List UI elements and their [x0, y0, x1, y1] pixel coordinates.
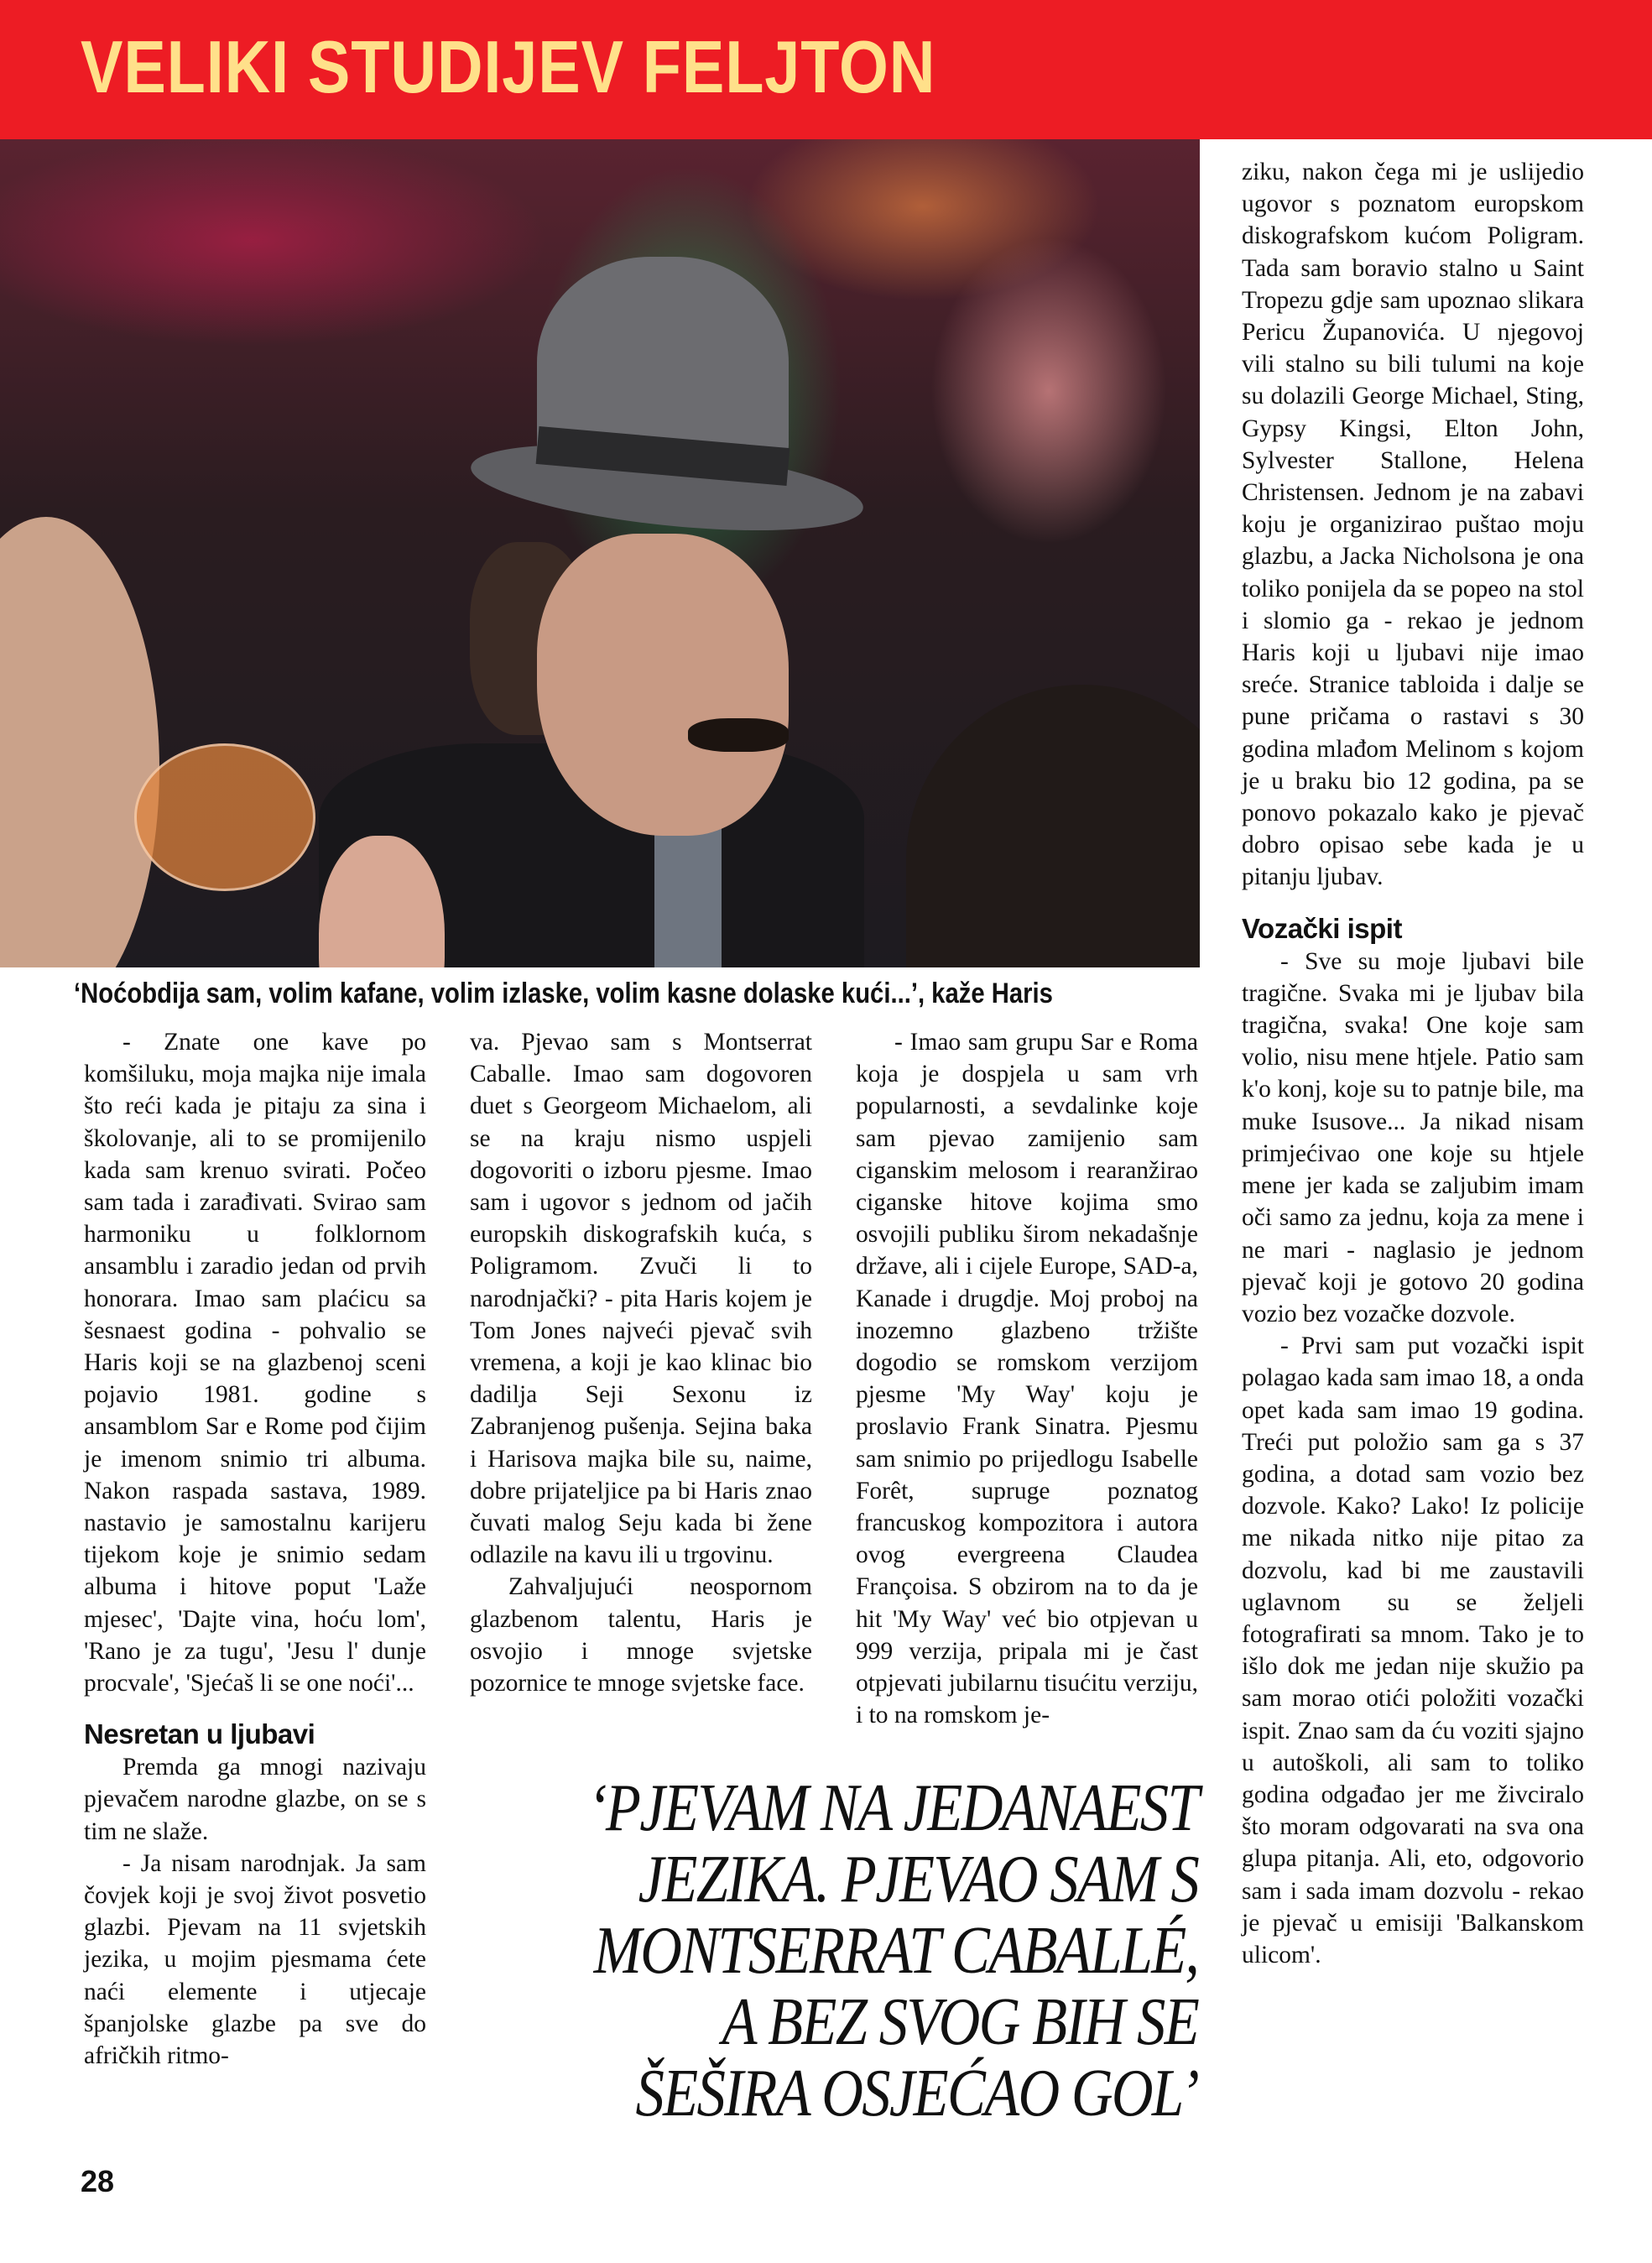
middle-columns	[470, 1026, 1198, 1731]
pull-quote-line: ‘PJEVAM NA JEDANAEST	[587, 1771, 1198, 1846]
section-title: VELIKI STUDIJEV FELJTON	[81, 25, 936, 108]
paragraph: - Sve su moje ljubavi bile tragične. Svaka mi je ljubav bila tragična, svaka! One koje sam volio, nisu mene htjele. Patio sam k'o konj, koje su to patnje bile, ma muke Isusove... Ja nikad nisam primjećivao one koje su htjele mene jer kada se zaljubim imam oči samo za jednu, koja za mene i ne mari - naglasio je jednom pjevač koji je gotovo 20 godina vozio bez vozačke dozvole.	[1242, 947, 1584, 1327]
right-area	[1200, 139, 1652, 2005]
article-photo	[0, 139, 1200, 967]
article-column-2	[470, 1026, 812, 1699]
left-area	[0, 139, 1200, 2217]
article-column-3	[856, 1026, 1198, 1731]
pull-quote-line: MONTSERRAT CABALLÉ,	[593, 1914, 1198, 1989]
article-column-4	[1242, 156, 1584, 1971]
column-4-text	[1242, 156, 1584, 894]
subheading-vozacki-ispit: Vozački ispit	[1242, 912, 1402, 944]
paragraph: - Imao sam grupu Sar e Roma koja je dospjela u sam vrh popularnosti, a sevdalinke koje sam pjevao zamijenio sam ciganskim melosom i rearanžirao ciganske hitove kojima smo osvojili publiku širom nekadašnje države, ali i cijele Europe, SAD-a, Kanade i drugdje. Moj proboj na inozemno glazbeno tržište dogodio se romskom verzijom pjesme 'My Way' koju je proslavio Frank Sinatra. Pjesmu sam snimio po prijedlogu Isabelle Forêt, supruge poznatog francuskog kompozitora i autora ovog evergreena Claudea Françoisa. S obzirom na to da je hit 'My Way' već bio otpjevan u 999 verzija, pripala mi je čast otpjevati jubilarnu tisućitu verziju, i to na romskom je-	[856, 1029, 1198, 1729]
photo-caption: ‘Noćobdija sam, volim kafane, volim izlaske, volim kasne dolaske kući...’, kaže Haris	[74, 978, 1053, 1009]
pull-quote	[470, 1773, 1198, 2130]
article-column-1	[84, 1026, 426, 2072]
paragraph: va. Pjevao sam s Montserrat Caballe. Imao sam dogovoren duet s Georgeom Michaelom, ali se na kraju nismo uspjeli dogovoriti o izboru pjesme. Imao sam i ugovor s jednom od jačih europskih diskografskih kuća, s Poligramom. Zvuči li to narodnjački? - pita Haris kojem je Tom Jones najveći pjevač svih vremena, a koji je kao klinac bio dadilja Seji Sexonu iz Zabranjenog pušenja. Sejina baka i Harisova majka bile su, naime, dobre prijateljice pa bi Haris znao čuvati malog Seju kada bi žene odlazile na kavu ili u trgovinu.	[470, 1029, 812, 1569]
section-banner	[0, 0, 1652, 139]
article-section-1	[84, 1751, 426, 2072]
pull-quote-line: ŠEŠIRA OSJEĆAO GOL’	[635, 2057, 1198, 2131]
photo-figure-left	[0, 517, 159, 967]
photo-hat	[470, 257, 873, 576]
middle-area	[470, 1026, 1198, 2130]
column-1-text	[84, 1026, 426, 1699]
paragraph: Premda ga mnogi nazivaju pjevačem narodne glazbe, on se s tim ne slaže.	[84, 1754, 426, 1845]
paragraph: - Ja nisam narodnjak. Ja sam čovjek koji je svoj život posvetio glazbi. Pjevam na 11 svjetskih jezika, u mojim pjesmama ćete naći elemente i utjecaje španjolske glazbe pa sve do afričkih ritmo-	[84, 1849, 426, 2070]
article-columns	[0, 1011, 1200, 2130]
paragraph: - Znate one kave po komšiluku, moja majka nije imala što reći kada je pitaju za sina i školovanje, ali to se promijenilo kada sam krenuo svirati. Počeo sam tada i zarađivati. Svirao sam harmoniku u folklornom ansamblu i zaradio jedan od prvih honorara. Imao sam plaćicu sa šesnaest godina - pohvalio se Haris koji se na glazbenoj sceni pojavio 1981. godine s ansamblom Sar e Rome pod čijim je imenom snimio tri albuma. Nakon raspada sastava, 1989. nastavio je samostalnu karijeru tijekom koje je snimio sedam albuma i hitove poput 'Laže mjesec', 'Dajte vina, hoću lom', 'Rano je za tugu', 'Jesu l' dunje procvale', 'Sjećaš li se one noći'...	[84, 1029, 426, 1697]
paragraph: - Prvi sam put vozački ispit polagao kada sam imao 18, a onda opet kada sam imao 19 godina. Treći put položio sam ga s 37 godina, a dotad sam vozio bez dozvole. Kako? Lako! Iz policije me nikada nitko nije pitao za dozvolu, kad bi me zaustavili uglavnom su se željeli fotografirati sa mnom. Tako je to išlo dok me jedan nije skužio pa sam morao otići položiti vozački ispit. Znao sam da ću voziti sjajno u autoškoli, ali sam to toliko godina odgađao jer me živciralo što moram odgovarati na sva ona glupa pitanja. Ali, eto, odgovorio sam i sada imam dozvolu - rekao je pjevač u emisiji 'Balkanskom ulicom'.	[1242, 1332, 1584, 1968]
pull-quote-line: JEZIKA. PJEVAO SAM S	[638, 1843, 1198, 1917]
photo-wine-glass	[134, 743, 315, 891]
subheading-nesretan-u-ljubavi: Nesretan u ljubavi	[84, 1718, 315, 1750]
article-section-2	[1242, 946, 1584, 1972]
page-number: 28	[81, 2164, 115, 2199]
paragraph: ziku, nakon čega mi je uslijedio ugovor s poznatom europskom diskografskom kućom Poligram. Tada sam boravio stalno u Saint Tropezu gdje sam upoznao slikara Pericu Županovića. U njegovoj vili stalno su bili tulumi na koje su dolazili George Michael, Sting, Gypsy Kingsi, Elton John, Sylvester Stallone, Helena Christensen. Jednom je na zabavi koju je organizirao puštao moju glazbu, a Jacka Nicholsona je ona toliko ponijela da se popeo na stol i slomio ga - rekao je jednom Haris koji u ljubavi nije imao sreće. Stranice tabloida i dalje se pune pričama o rastavi s 30 godina mlađom Melinom s kojom je u braku bio 12 godina, pa se ponovo pokazalo kako je pjevač dobro opisao sebe kada je u pitanju ljubav.	[1242, 159, 1584, 891]
photo-figure-right	[906, 685, 1200, 967]
photo-face	[537, 534, 789, 836]
pull-quote-line: A BEZ SVOG BIH SE	[722, 1985, 1198, 2060]
paragraph: Zahvaljujući neospornom glazbenom talentu, Haris je osvojio i mnoge svjetske pozornice te mnoge svjetske face.	[470, 1573, 812, 1697]
page-layout	[0, 139, 1652, 2217]
photo-mustache	[688, 718, 789, 752]
